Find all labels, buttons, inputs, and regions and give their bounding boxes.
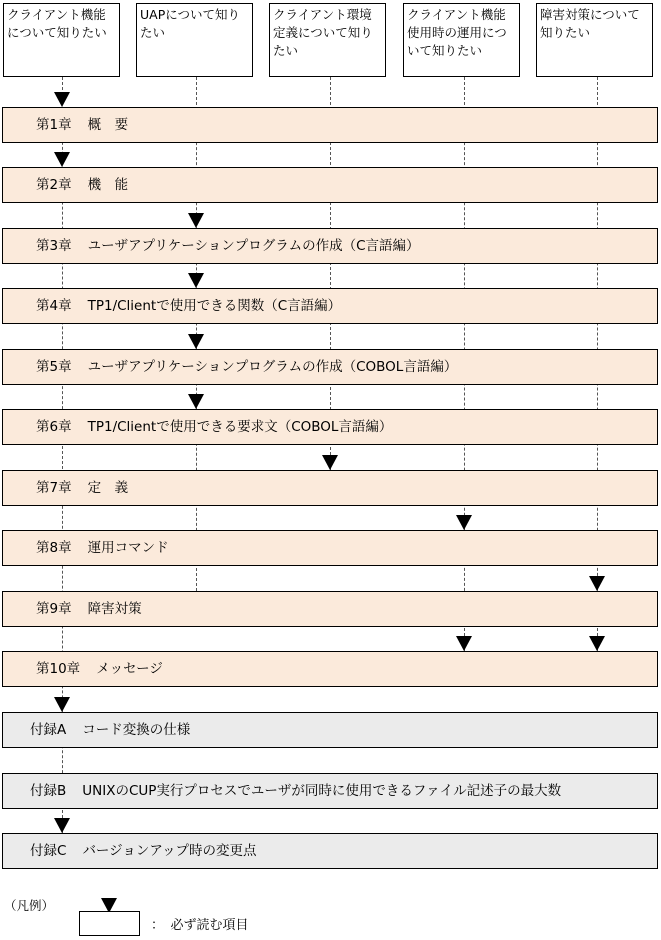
arrow-down-icon (54, 818, 70, 833)
chapter-title: ユーザアプリケーションプログラムの作成（C言語編） (87, 238, 420, 254)
chapter-row-9 (2, 591, 658, 627)
chapter-title: UNIXのCUP実行プロセスでユーザが同時に使用できるファイル記述子の最大数 (82, 783, 562, 799)
appendix-row-12 (2, 773, 658, 809)
chapter-title: メッセージ (96, 661, 163, 677)
appendix-row-11 (2, 712, 658, 748)
chapter-row-8 (2, 530, 658, 566)
guide-box-5: 障害対策について知りたい (536, 3, 653, 77)
chapter-title: 定 義 (87, 480, 129, 496)
guide-box-3: クライアント環境定義について知りたい (269, 3, 386, 77)
arrow-down-icon (188, 394, 204, 409)
chapter-row-3 (2, 228, 658, 264)
chapter-title: 運用コマンド (87, 540, 169, 556)
chapter-title: コード変換の仕様 (82, 722, 191, 738)
chapter-row-4 (2, 288, 658, 324)
chapter-number: 第10章 (36, 661, 81, 677)
chapter-number: 第5章 (36, 359, 72, 375)
chapter-title: 概 要 (87, 117, 129, 133)
chapter-number: 第1章 (36, 117, 72, 133)
chapter-row-1 (2, 107, 658, 143)
arrow-down-icon (54, 92, 70, 107)
chapter-number: 付録C (30, 843, 67, 859)
arrow-down-icon (54, 152, 70, 167)
chapter-number: 第3章 (36, 238, 72, 254)
legend-label: （凡例） (4, 898, 55, 913)
arrow-down-icon (322, 455, 338, 470)
guide-box-4: クライアント機能使用時の運用について知りたい (403, 3, 520, 77)
chapter-row-6 (2, 409, 658, 445)
chapter-number: 第6章 (36, 419, 72, 435)
appendix-row-13 (2, 833, 658, 869)
chapter-title: TP1/Clientで使用できる要求文（COBOL言語編） (87, 419, 393, 435)
legend-box (79, 911, 140, 936)
arrow-down-icon (589, 636, 605, 651)
chapter-row-10 (2, 651, 658, 687)
chapter-number: 第8章 (36, 540, 72, 556)
chapter-title: 機 能 (87, 177, 129, 193)
chapter-number: 第7章 (36, 480, 72, 496)
arrow-down-icon (54, 697, 70, 712)
guide-box-2: UAPについて知りたい (136, 3, 253, 77)
chapter-number: 付録B (30, 783, 67, 799)
arrow-down-icon (188, 273, 204, 288)
chapter-number: 付録A (30, 722, 67, 738)
chapter-title: TP1/Clientで使用できる関数（C言語編） (87, 298, 342, 314)
arrow-down-icon (589, 576, 605, 591)
chapter-row-2 (2, 167, 658, 203)
chapter-number: 第4章 (36, 298, 72, 314)
arrow-down-icon (456, 515, 472, 530)
chapter-row-5 (2, 349, 658, 385)
arrow-down-icon (188, 334, 204, 349)
chapter-title: 障害対策 (87, 601, 142, 617)
chapter-title: ユーザアプリケーションプログラムの作成（COBOL言語編） (87, 359, 458, 375)
chapter-title: バージョンアップ時の変更点 (82, 843, 257, 859)
arrow-down-icon (188, 213, 204, 228)
arrow-down-icon (456, 636, 472, 651)
legend-description: ： 必ず読む項目 (151, 918, 249, 933)
chapter-number: 第2章 (36, 177, 72, 193)
chapter-number: 第9章 (36, 601, 72, 617)
guide-box-1: クライアント機能について知りたい (3, 3, 120, 77)
chapter-row-7 (2, 470, 658, 506)
